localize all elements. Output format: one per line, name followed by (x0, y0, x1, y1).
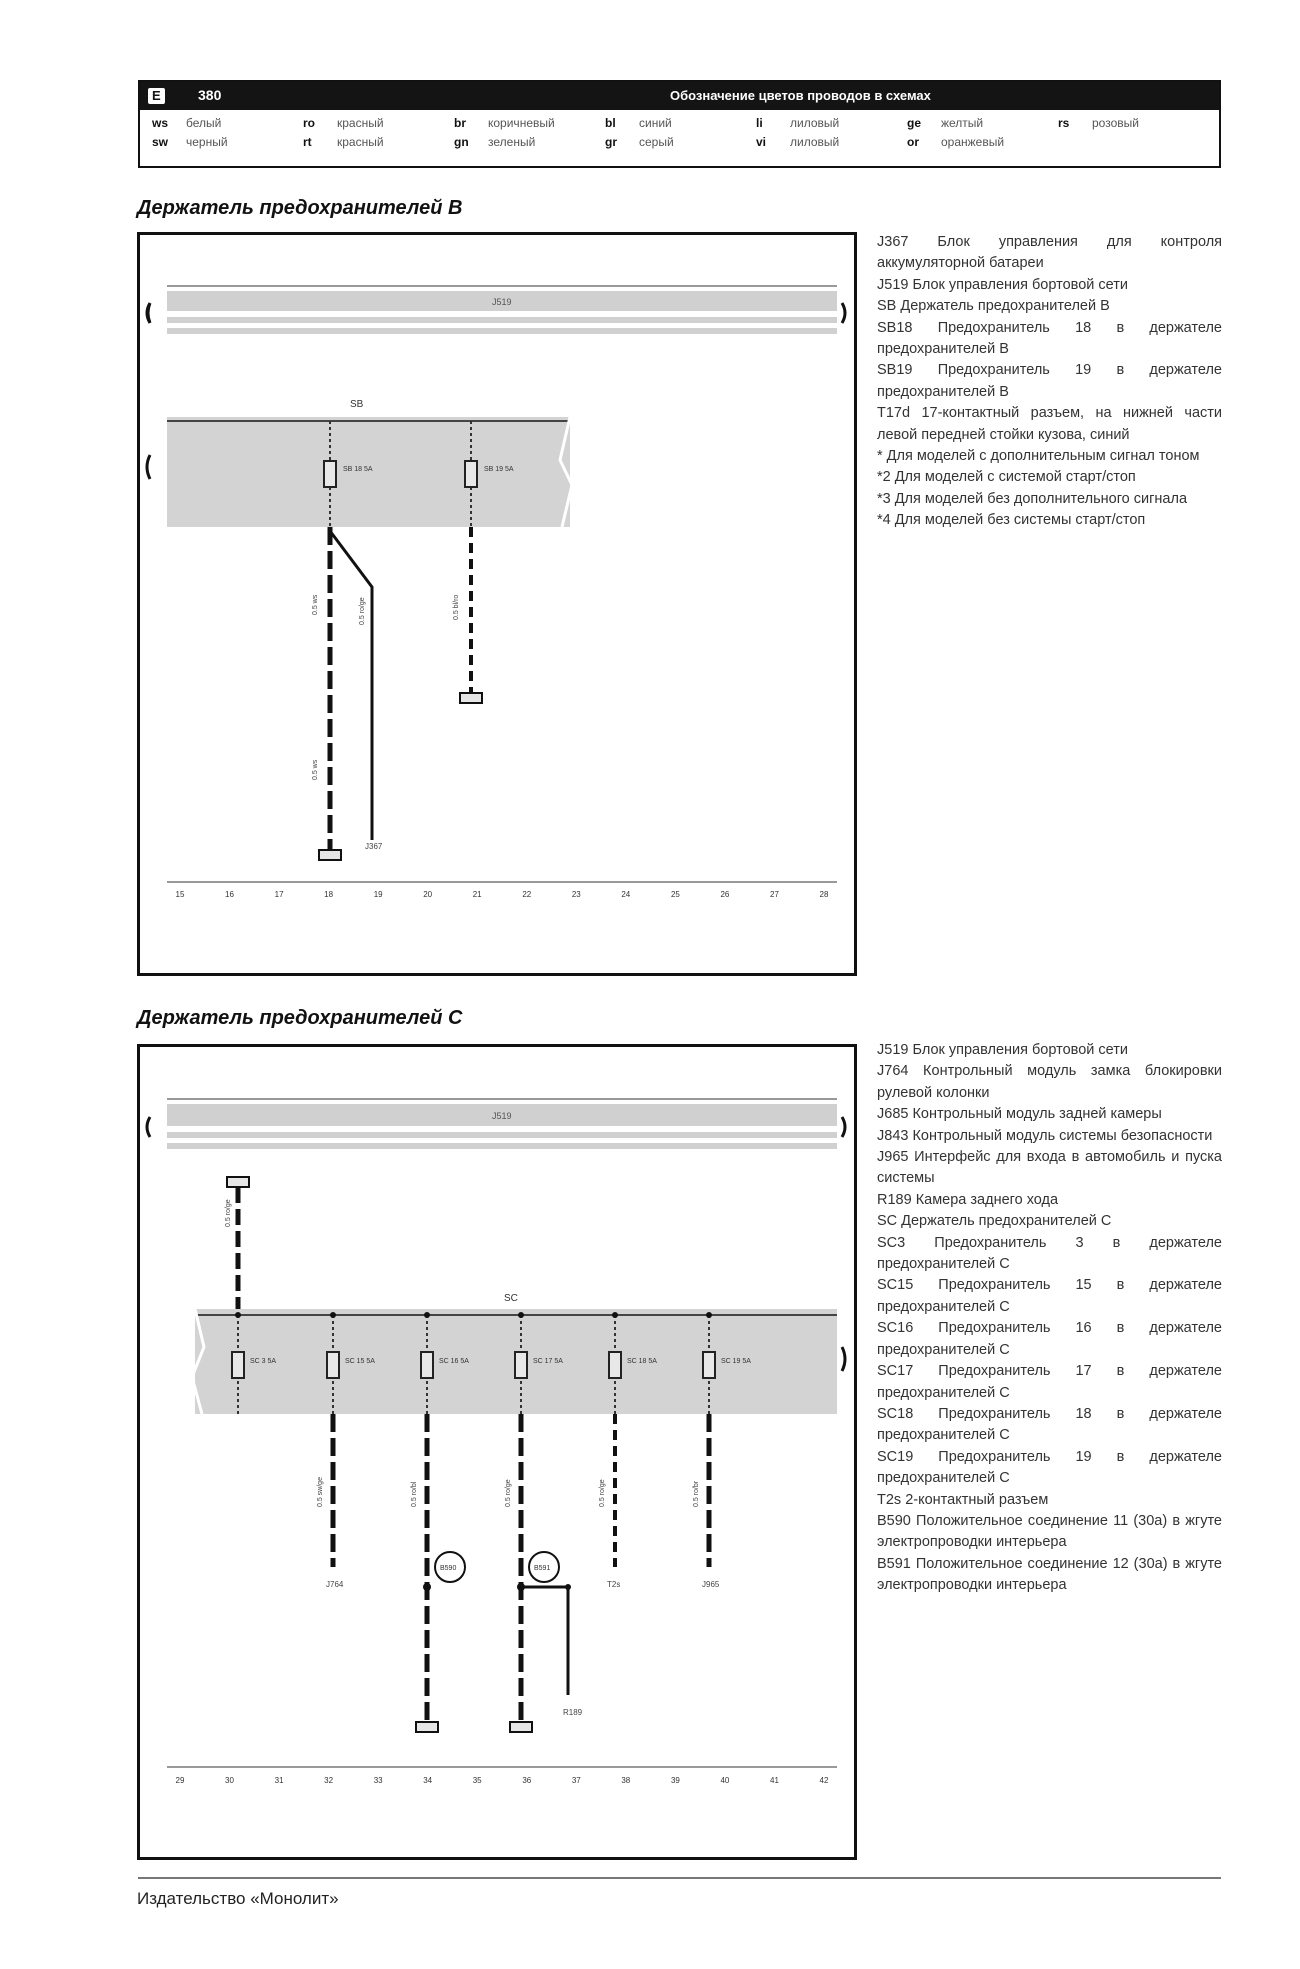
color-code: ws (152, 116, 169, 130)
wire-label: 0.5 ws (312, 759, 319, 780)
break-left-icon (147, 1117, 150, 1137)
color-legend-item (454, 116, 605, 135)
connector-box (416, 1722, 438, 1732)
connector-label: J764 (326, 1580, 344, 1589)
fuse-sc-label: SC 19 5A (721, 1358, 751, 1365)
splice-label: B590 (440, 1565, 457, 1572)
break-right-icon (842, 1117, 845, 1137)
connector-label: J367 (365, 842, 383, 851)
legend-note: J367 Блок управления для контроля аккумуляторной батареи (877, 234, 1222, 272)
wire-label: 0.5 ro/bl (411, 1481, 418, 1507)
ruler-tick-label: 42 (819, 1776, 829, 1785)
ruler-tick-label: 28 (819, 890, 829, 899)
ruler-tick-label: 25 (670, 890, 680, 899)
legend-note: T2s 2-контактный разъем (877, 1491, 1049, 1508)
j519-bar (147, 285, 845, 334)
color-legend-item (303, 116, 454, 135)
break-right-icon (842, 303, 845, 323)
legend-note: SC15 Предохранитель 15 в держателе предохранителей C (877, 1277, 1222, 1315)
ruler-tick-label: 15 (175, 890, 185, 899)
legend-note: * Для моделей с дополнительным сигнал тоном (877, 448, 1200, 465)
color-legend-item (303, 135, 454, 154)
ruler-tick-label: 41 (770, 1776, 779, 1785)
break-left-icon (147, 455, 150, 479)
color-legend-item (605, 116, 756, 135)
color-code: gr (605, 135, 617, 149)
color-code: br (454, 116, 466, 130)
ruler-tick-label: 40 (720, 1776, 730, 1785)
color-code: sw (152, 135, 169, 149)
ruler-tick-label: 38 (621, 1776, 631, 1785)
legend-note: J519 Блок управления бортовой сети (877, 276, 1128, 293)
legend-note: *4 Для моделей без системы старт/стоп (877, 512, 1146, 529)
wire-sb18-branch (330, 531, 372, 840)
ruler-tick-label: 33 (373, 1776, 383, 1785)
color-code: ge (907, 116, 922, 130)
break-left-icon (147, 303, 150, 323)
splice-label: B591 (534, 1565, 551, 1572)
color-legend-table (138, 80, 1221, 168)
color-code: vi (756, 135, 767, 149)
wire-sb18-main (312, 527, 330, 853)
fuse-holder-sb (147, 399, 572, 527)
header-title: Обозначение цветов проводов в схемах (670, 88, 931, 103)
ruler-tick-label: 23 (571, 890, 581, 899)
wire-label: 0.5 ro/ge (505, 1479, 512, 1507)
color-code: or (907, 135, 919, 149)
legend-note: SB19 Предохранитель 19 в держателе предохранителей B (877, 362, 1222, 400)
color-legend-item (152, 116, 303, 135)
legend-note: SC16 Предохранитель 16 в держателе предохранителей C (877, 1320, 1222, 1358)
ruler-tick-label: 18 (324, 890, 334, 899)
wire-label: 0.5 sw/ge (317, 1477, 324, 1507)
color-code: bl (605, 116, 616, 130)
ruler-tick-label: 16 (225, 890, 234, 899)
color-name: зеленый (488, 135, 536, 149)
fuse-sc-label: SC 18 5A (627, 1358, 657, 1365)
legend-note: B590 Положительное соединение 11 (30а) в жгуте электропроводки интерьера (877, 1512, 1222, 1551)
color-legend-item (152, 135, 303, 154)
connector-label: J965 (702, 1580, 720, 1589)
ruler-tick-label: 31 (274, 1776, 284, 1785)
wire-label: 0.5 ro/ge (225, 1199, 232, 1227)
footer-publisher: Издательство «Монолит» (137, 1889, 339, 1908)
j519-label: J519 (492, 297, 512, 307)
fuse-sc-label: SC 17 5A (533, 1358, 563, 1365)
fuse-sb19-label: SB 19 5A (484, 466, 514, 473)
color-name: черный (186, 135, 228, 149)
legend-note: SC3 Предохранитель 3 в держателе предохранителей C (877, 1234, 1222, 1273)
wire-sc19 (693, 1414, 720, 1589)
ruler-tick-label: 34 (423, 1776, 433, 1785)
holder-sb-label: SB (350, 399, 364, 410)
legend-note: SC Держатель предохранителей C (877, 1213, 1112, 1230)
diagram-c (137, 1044, 857, 1860)
ruler-tick-label: 22 (522, 890, 532, 899)
color-name: красный (337, 116, 384, 130)
color-legend-item (756, 135, 907, 154)
diagram-b (137, 232, 857, 976)
color-code: rt (303, 135, 312, 149)
color-legend-item (1058, 116, 1209, 135)
ruler-tick-label: 20 (423, 890, 433, 899)
section-b-title: Держатель предохранителей B (137, 197, 463, 219)
color-legend-item (454, 135, 605, 154)
legend-note: *2 Для моделей с системой старт/стоп (877, 469, 1136, 486)
j519-label: J519 (492, 1111, 512, 1121)
color-code: rs (1058, 116, 1070, 130)
wire-label: 0.5 ro/ge (599, 1479, 606, 1507)
ruler-tick-label: 17 (274, 890, 284, 899)
color-legend (140, 110, 1219, 154)
page-number: 380 (198, 87, 222, 103)
color-code: li (756, 116, 763, 130)
color-name: желтый (941, 116, 984, 130)
legend-note: R189 Камера заднего хода (877, 1191, 1059, 1208)
color-name: серый (639, 135, 674, 149)
legend-note: T17d 17-контактный разъем, на нижней части левой передней стойки кузова, синий (877, 405, 1222, 443)
legend-note: SC18 Предохранитель 18 в держателе предохранителей C (877, 1405, 1222, 1444)
ruler-tick-label: 32 (324, 1776, 334, 1785)
legend-note: *3 Для моделей без дополнительного сигнала (877, 490, 1188, 507)
ruler-tick-label: 37 (571, 1776, 581, 1785)
color-legend-item (907, 135, 1058, 154)
wire-label: 0.5 ro/br (693, 1480, 700, 1507)
legend-note: J965 Интерфейс для входа в автомобиль и пуска системы (877, 1149, 1222, 1187)
header-bar (140, 82, 1219, 110)
wire-label: 0.5 ws (312, 594, 319, 615)
holder-sc-label: SC (504, 1293, 518, 1304)
legend-note: SC19 Предохранитель 19 в держателе предохранителей C (877, 1448, 1222, 1487)
ruler-tick-label: 24 (621, 890, 631, 899)
wire-sc17 (505, 1414, 583, 1732)
diagram-b-svg (140, 235, 854, 973)
fuse-sc-label: SC 15 5A (345, 1358, 375, 1365)
wire-label: 0.5 bl/ro (453, 594, 460, 620)
ruler-tick-label: 29 (175, 1776, 185, 1785)
ruler-c (167, 1767, 837, 1785)
fuse-sc-label: SC 16 5A (439, 1358, 469, 1365)
color-code: gn (454, 135, 469, 149)
fuse-sb18-label: SB 18 5A (343, 466, 373, 473)
break-right-icon (842, 1347, 845, 1371)
ruler-tick-label: 39 (670, 1776, 680, 1785)
color-name: розовый (1092, 116, 1139, 130)
ruler-tick-label: 36 (522, 1776, 532, 1785)
connector-label: R189 (563, 1708, 583, 1717)
wire-sb19 (453, 527, 471, 695)
wire-sc18 (599, 1414, 620, 1589)
ruler-tick-label: 21 (472, 890, 482, 899)
connector-box (510, 1722, 532, 1732)
connector-top (227, 1177, 249, 1187)
legend-note: J764 Контрольный модуль замка блокировки рулевой колонки (877, 1063, 1222, 1101)
color-name: красный (337, 135, 384, 149)
color-code: ro (303, 116, 315, 130)
j519-bar (147, 1098, 845, 1149)
notes-c (877, 1040, 1222, 1597)
legend-note: SB Держатель предохранителей B (877, 298, 1110, 315)
diagram-c-svg (140, 1047, 854, 1857)
color-name: лиловый (790, 135, 840, 149)
ruler-tick-label: 19 (373, 890, 383, 899)
ruler-b (167, 882, 837, 899)
legend-note: J685 Контрольный модуль задней камеры (877, 1106, 1162, 1123)
connector-j367-box (460, 693, 482, 703)
color-legend-item (907, 116, 1058, 135)
color-name: лиловый (790, 116, 840, 130)
legend-note: J519 Блок управления бортовой сети (877, 1042, 1128, 1058)
connector-t17d (319, 850, 341, 860)
color-legend-item (756, 116, 907, 135)
notes-b (877, 232, 1222, 532)
section-c-title: Держатель предохранителей C (137, 1007, 463, 1029)
legend-note: B591 Положительное соединение 12 (30а) в жгуте электропроводки интерьера (877, 1555, 1222, 1594)
legend-note: SC17 Предохранитель 17 в держателе предохранителей C (877, 1363, 1222, 1401)
ruler-tick-label: 35 (472, 1776, 482, 1785)
ruler-tick-label: 30 (225, 1776, 234, 1785)
section-badge: E (148, 88, 165, 104)
legend-note: SB18 Предохранитель 18 в держателе предохранителей B (877, 319, 1222, 358)
color-name: коричневый (488, 116, 555, 130)
ruler-tick-label: 27 (770, 890, 779, 899)
fuse-sc-label: SC 3 5A (250, 1358, 277, 1365)
footer-rule (138, 1877, 1221, 1879)
color-legend-item (605, 135, 756, 154)
color-name: белый (186, 116, 222, 130)
color-name: оранжевый (941, 135, 1005, 149)
connector-label: T2s (607, 1580, 621, 1589)
ruler-tick-label: 26 (720, 890, 730, 899)
wire-label: 0.5 ro/ge (359, 597, 366, 625)
legend-note: J843 Контрольный модуль системы безопасности (877, 1127, 1213, 1144)
color-name: синий (639, 116, 672, 130)
wire-sc15 (317, 1414, 344, 1589)
wire-sc16 (411, 1414, 465, 1732)
